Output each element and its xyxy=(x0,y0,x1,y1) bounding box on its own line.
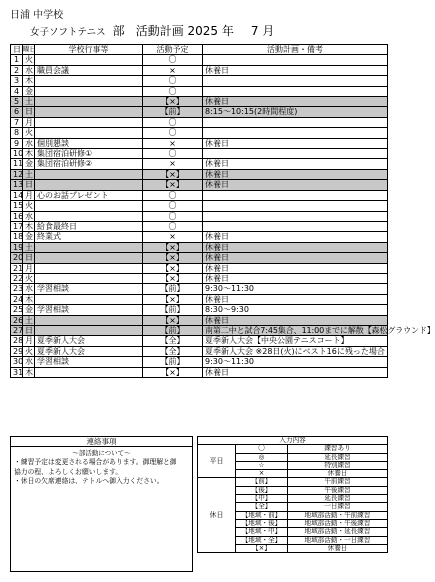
day-cell: 18 xyxy=(11,232,23,242)
event-cell xyxy=(35,117,143,127)
schedule-row xyxy=(11,273,388,283)
schedule-row xyxy=(11,242,388,252)
event-cell: 学習相談 xyxy=(35,284,143,294)
day-cell: 8 xyxy=(11,128,23,138)
legend-meaning: 特別練習 xyxy=(288,461,388,469)
plan-cell: 〇 xyxy=(143,117,203,127)
event-cell xyxy=(35,211,143,221)
day-cell: 3 xyxy=(11,76,23,86)
remark-cell xyxy=(203,211,388,221)
schedule-row xyxy=(11,232,388,242)
month-label: 7 月 xyxy=(250,24,275,38)
weekday-cell: 火 xyxy=(23,128,35,138)
event-cell xyxy=(35,169,143,179)
notes-line: ・休日の欠席連絡は、テトルへ御入力ください。 xyxy=(14,477,164,485)
plan-cell: 〇 xyxy=(143,221,203,231)
day-cell: 6 xyxy=(11,107,23,117)
plan-cell: 〇 xyxy=(143,190,203,200)
remark-cell xyxy=(203,128,388,138)
day-cell: 10 xyxy=(11,149,23,159)
plan-cell: × xyxy=(143,65,203,75)
remark-cell xyxy=(203,76,388,86)
plan-cell: 【前】 xyxy=(143,305,203,315)
schedule-row xyxy=(11,117,388,127)
event-cell xyxy=(35,55,143,65)
legend-meaning: 休養日 xyxy=(288,544,388,552)
legend-meaning: 地域部活動・一日練習 xyxy=(288,536,388,544)
remark-cell: 休養日 xyxy=(203,138,388,148)
plan-cell: 〇 xyxy=(143,201,203,211)
remark-cell xyxy=(203,86,388,96)
schedule-table xyxy=(10,44,435,378)
legend-meaning: 一日練習 xyxy=(288,503,388,511)
remark-cell: 休養日 xyxy=(203,367,388,377)
remark-cell: 休養日 xyxy=(203,65,388,75)
weekday-cell: 金 xyxy=(23,86,35,96)
schedule-row xyxy=(11,294,388,304)
plan-cell: 【前】 xyxy=(143,325,203,335)
legend-meaning: 午前練習 xyxy=(288,478,388,486)
remark-cell: 休養日 xyxy=(203,263,388,273)
plan-cell: 【×】 xyxy=(143,169,203,179)
legend-symbol: 【地域・前】 xyxy=(236,511,288,519)
schedule-row xyxy=(11,138,388,148)
day-cell: 25 xyxy=(11,305,23,315)
event-cell xyxy=(35,242,143,252)
weekday-cell: 日 xyxy=(23,253,35,263)
legend-meaning: 午後練習 xyxy=(288,486,388,494)
event-cell: 夏季新人大会 xyxy=(35,346,143,356)
plan-cell: 【×】 xyxy=(143,273,203,283)
plan-cell: 【前】 xyxy=(143,357,203,367)
day-cell: 13 xyxy=(11,180,23,190)
plan-cell: × xyxy=(143,138,203,148)
legend-category: 平日 xyxy=(198,445,236,478)
day-cell: 24 xyxy=(11,294,23,304)
plan-cell: 【全】 xyxy=(143,336,203,346)
day-cell: 28 xyxy=(11,336,23,346)
legend-meaning: 地域部活動・延長練習 xyxy=(288,528,388,536)
day-cell: 27 xyxy=(11,325,23,335)
legend-row xyxy=(198,445,388,453)
day-cell: 14 xyxy=(11,190,23,200)
day-cell: 29 xyxy=(11,346,23,356)
col-event: 学校行事等 xyxy=(35,45,143,55)
schedule-row xyxy=(11,263,388,273)
document-title xyxy=(30,22,274,39)
event-cell: 終業式 xyxy=(35,232,143,242)
plan-cell: 【×】 xyxy=(143,97,203,107)
event-cell xyxy=(35,263,143,273)
legend-category: 休日 xyxy=(198,478,236,553)
schedule-row xyxy=(11,346,388,356)
day-cell: 7 xyxy=(11,117,23,127)
club-name: 女子ソフトテニス xyxy=(30,27,106,38)
club-suffix: 部 xyxy=(112,24,125,38)
event-cell xyxy=(35,76,143,86)
schedule-row xyxy=(11,305,388,315)
schedule-row xyxy=(11,315,388,325)
day-cell: 21 xyxy=(11,263,23,273)
plan-cell: 【×】 xyxy=(143,263,203,273)
event-cell xyxy=(35,107,143,117)
schedule-row xyxy=(11,367,388,377)
remark-cell: 8:15～10:15(2時間程度) xyxy=(203,107,388,117)
event-cell: 給食最終日 xyxy=(35,221,143,231)
remark-cell: 休養日 xyxy=(203,232,388,242)
plan-cell: 【×】 xyxy=(143,294,203,304)
event-cell: 心のお話プレゼント xyxy=(35,190,143,200)
schedule-row xyxy=(11,149,388,159)
notes-line: 協力の程、よろしくお願いします。 xyxy=(14,467,123,476)
weekday-cell: 土 xyxy=(23,169,35,179)
weekday-cell: 水 xyxy=(23,284,35,294)
weekday-cell: 土 xyxy=(23,97,35,107)
legend-meaning: 延長練習 xyxy=(288,453,388,461)
day-cell: 26 xyxy=(11,315,23,325)
weekday-cell: 火 xyxy=(23,55,35,65)
legend-symbol: 【×】 xyxy=(236,544,288,552)
weekday-cell: 月 xyxy=(23,117,35,127)
day-cell: 2 xyxy=(11,65,23,75)
day-cell: 22 xyxy=(11,273,23,283)
remark-cell: 休養日 xyxy=(203,253,388,263)
remark-cell: 休養日 xyxy=(203,169,388,179)
schedule-header-row xyxy=(11,45,388,55)
schedule-row xyxy=(11,128,388,138)
schedule-row xyxy=(11,86,388,96)
remark-cell: 夏季新人大会【中央公園テニスコート】 xyxy=(203,336,388,346)
schedule-row xyxy=(11,201,388,211)
remark-cell: 9:30～11:30 xyxy=(203,284,388,294)
notes-line: ・練習予定は変更される場合があります。御理解と御 xyxy=(14,458,177,466)
legend-symbol: 【後】 xyxy=(236,486,288,494)
weekday-cell: 木 xyxy=(23,149,35,159)
remark-cell: 休養日 xyxy=(203,180,388,190)
legend-meaning: 延長練習 xyxy=(288,495,388,503)
remark-cell: 休養日 xyxy=(203,294,388,304)
event-cell: 職員会議 xyxy=(35,65,143,75)
remark-cell: 夏季新人大会 ※28日(火)にベスト16に残った場合 xyxy=(203,346,388,356)
weekday-cell: 金 xyxy=(23,232,35,242)
day-cell: 30 xyxy=(11,357,23,367)
schedule-row xyxy=(11,325,388,335)
day-cell: 12 xyxy=(11,169,23,179)
schedule-row xyxy=(11,253,388,263)
schedule-row xyxy=(11,284,388,294)
legend-meaning: 休養日 xyxy=(288,470,388,478)
weekday-cell: 木 xyxy=(23,367,35,377)
day-cell: 4 xyxy=(11,86,23,96)
col-remark: 活動計画・備考 xyxy=(203,45,388,55)
event-cell xyxy=(35,253,143,263)
plan-cell: 【×】 xyxy=(143,180,203,190)
event-cell: 学習相談 xyxy=(35,357,143,367)
remark-cell xyxy=(203,190,388,200)
notes-subtitle: ～部活動について～ xyxy=(72,449,131,457)
remark-cell: 休養日 xyxy=(203,273,388,283)
remark-cell: 休養日 xyxy=(203,159,388,169)
legend-symbol: 【中】 xyxy=(236,495,288,503)
plan-cell: 【前】 xyxy=(143,284,203,294)
weekday-cell: 金 xyxy=(23,305,35,315)
event-cell: 学習相談 xyxy=(35,305,143,315)
remark-cell xyxy=(203,117,388,127)
schedule-row xyxy=(11,55,388,65)
legend-symbol: × xyxy=(236,470,288,478)
notes-body xyxy=(11,457,192,488)
schedule-row xyxy=(11,211,388,221)
plan-title: 活動計画 2025 年 xyxy=(135,24,234,38)
day-cell: 11 xyxy=(11,159,23,169)
event-cell xyxy=(35,325,143,335)
plan-cell: 【×】 xyxy=(143,315,203,325)
schedule-row xyxy=(11,65,388,75)
legend-meaning: 地域部活動・午後練習 xyxy=(288,519,388,527)
plan-cell: 〇 xyxy=(143,149,203,159)
plan-cell: 【×】 xyxy=(143,242,203,252)
school-name: 日浦 中学校 xyxy=(10,10,64,21)
weekday-cell: 木 xyxy=(23,221,35,231)
event-cell xyxy=(35,294,143,304)
col-day: 日 xyxy=(11,45,23,55)
weekday-cell: 火 xyxy=(23,346,35,356)
schedule-row xyxy=(11,336,388,346)
day-cell: 1 xyxy=(11,55,23,65)
plan-cell: 〇 xyxy=(143,211,203,221)
legend-symbol: 【地域・中】 xyxy=(236,528,288,536)
weekday-cell: 金 xyxy=(23,159,35,169)
event-cell xyxy=(35,180,143,190)
plan-cell: 〇 xyxy=(143,86,203,96)
plan-cell: 【前】 xyxy=(143,107,203,117)
legend-meaning: 地域部活動・午前練習 xyxy=(288,511,388,519)
day-cell: 5 xyxy=(11,97,23,107)
legend-symbol: 〇 xyxy=(236,445,288,453)
schedule-row xyxy=(11,107,388,117)
legend-table xyxy=(197,436,388,553)
day-cell: 15 xyxy=(11,201,23,211)
schedule-row xyxy=(11,190,388,200)
day-cell: 23 xyxy=(11,284,23,294)
plan-cell: 【×】 xyxy=(143,367,203,377)
weekday-cell: 火 xyxy=(23,273,35,283)
event-cell: 集団宿泊研修② xyxy=(35,159,143,169)
weekday-cell: 日 xyxy=(23,325,35,335)
remark-cell: 8:30～9:30 xyxy=(203,305,388,315)
plan-cell: 〇 xyxy=(143,128,203,138)
event-cell: 夏季新人大会 xyxy=(35,336,143,346)
schedule-row xyxy=(11,180,388,190)
day-cell: 19 xyxy=(11,242,23,252)
legend-symbol: 【地域・後】 xyxy=(236,519,288,527)
schedule-row xyxy=(11,97,388,107)
weekday-cell: 土 xyxy=(23,315,35,325)
weekday-cell: 月 xyxy=(23,336,35,346)
weekday-cell: 月 xyxy=(23,190,35,200)
legend-title: 入力内容 xyxy=(198,437,388,445)
event-cell: 集団宿泊研修① xyxy=(35,149,143,159)
notes-title: 連絡事項 xyxy=(11,437,192,447)
day-cell: 16 xyxy=(11,211,23,221)
day-cell: 20 xyxy=(11,253,23,263)
remark-cell: 南第二中と試合7:45集合、11:00までに解散【森松グラウンド】 xyxy=(203,325,388,335)
event-cell xyxy=(35,86,143,96)
weekday-cell: 水 xyxy=(23,211,35,221)
weekday-cell: 日 xyxy=(23,107,35,117)
day-cell: 31 xyxy=(11,367,23,377)
schedule-row xyxy=(11,357,388,367)
remark-cell: 休養日 xyxy=(203,97,388,107)
legend-symbol: ☆ xyxy=(236,461,288,469)
remark-cell: 9:30～11:30 xyxy=(203,357,388,367)
remark-cell xyxy=(203,221,388,231)
plan-cell: × xyxy=(143,232,203,242)
plan-cell: 〇 xyxy=(143,76,203,86)
event-cell xyxy=(35,97,143,107)
plan-cell: 【×】 xyxy=(143,253,203,263)
plan-cell: × xyxy=(143,159,203,169)
legend-symbol: ◎ xyxy=(236,453,288,461)
legend-symbol: 【地域・全】 xyxy=(236,536,288,544)
weekday-cell: 日 xyxy=(23,180,35,190)
weekday-cell: 木 xyxy=(23,294,35,304)
weekday-cell: 水 xyxy=(23,65,35,75)
remark-cell: 休養日 xyxy=(203,242,388,252)
event-cell xyxy=(35,128,143,138)
remark-cell: 休養日 xyxy=(203,315,388,325)
event-cell xyxy=(35,273,143,283)
schedule-row xyxy=(11,169,388,179)
event-cell: 個別懇談 xyxy=(35,138,143,148)
weekday-cell: 水 xyxy=(23,357,35,367)
weekday-cell: 土 xyxy=(23,242,35,252)
legend-symbol: 【前】 xyxy=(236,478,288,486)
event-cell xyxy=(35,201,143,211)
plan-cell: 【全】 xyxy=(143,346,203,356)
weekday-cell: 月 xyxy=(23,263,35,273)
schedule-row xyxy=(11,221,388,231)
weekday-cell: 火 xyxy=(23,201,35,211)
day-cell: 9 xyxy=(11,138,23,148)
schedule-row xyxy=(11,76,388,86)
event-cell xyxy=(35,367,143,377)
notes-box xyxy=(10,436,193,572)
col-weekday: 曜日 xyxy=(23,45,36,53)
col-plan: 活動予定 xyxy=(143,45,203,55)
schedule-row xyxy=(11,159,388,169)
legend-symbol: 【全】 xyxy=(236,503,288,511)
plan-cell: 〇 xyxy=(143,55,203,65)
weekday-cell: 木 xyxy=(23,76,35,86)
legend-row xyxy=(198,478,388,486)
day-cell: 17 xyxy=(11,221,23,231)
weekday-cell: 水 xyxy=(23,138,35,148)
remark-cell xyxy=(203,55,388,65)
legend-meaning: 練習あり xyxy=(288,445,388,453)
remark-cell xyxy=(203,201,388,211)
event-cell xyxy=(35,315,143,325)
remark-cell xyxy=(203,149,388,159)
